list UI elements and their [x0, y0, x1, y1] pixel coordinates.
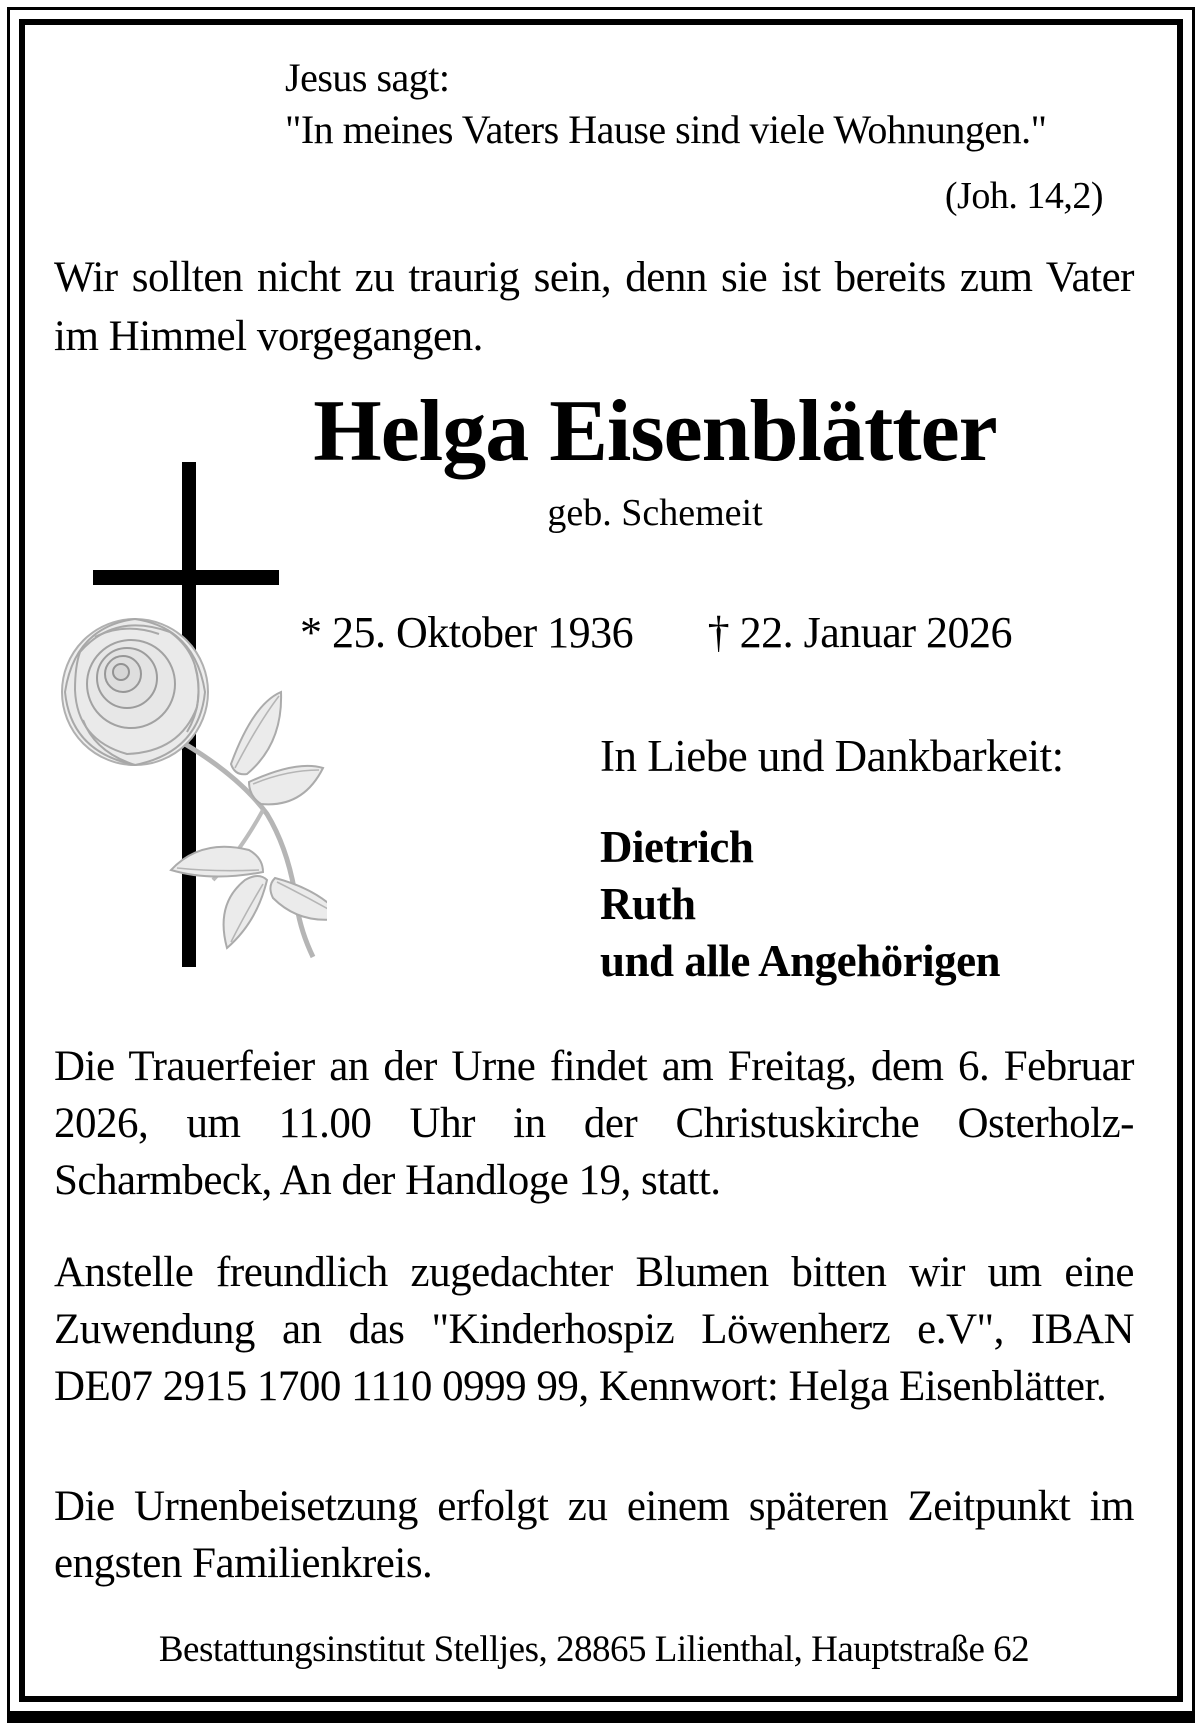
mourners-block — [600, 728, 1160, 990]
birth-date: * 25. Oktober 1936 — [300, 608, 634, 657]
mourner-name: Dietrich — [600, 822, 754, 872]
death-date: † 22. Januar 2026 — [707, 608, 1012, 657]
funeral-home-line: Bestattungsinstitut Stelljes, 28865 Lilienthal, Hauptstraße 62 — [158, 1629, 1030, 1670]
funeral-service-paragraph: Die Trauerfeier an der Urne findet am Freitag, dem 6. Februar 2026, um 11.00 Uhr in der Christuskirche Osterholz-Scharmbeck, An der Handloge 19, statt. — [54, 1043, 1134, 1204]
mourners-heading: In Liebe und Dankbarkeit: — [600, 731, 1064, 781]
intro-sentence: Wir sollten nicht zu traurig sein, denn sie ist bereits zum Vater im Himmel vorgegangen. — [54, 254, 1134, 360]
scripture-quote-block — [285, 52, 1105, 222]
mourner-name: Ruth — [600, 879, 696, 929]
maiden-name: geb. Schemeit — [547, 492, 763, 534]
deceased-name: Helga Eisenblätter — [313, 383, 997, 480]
burial-paragraph: Die Urnenbeisetzung erfolgt zu einem späteren Zeitpunkt im engsten Familienkreis. — [54, 1483, 1134, 1587]
scripture-attribution: (Joh. 14,2) — [944, 175, 1103, 217]
donation-paragraph: Anstelle freundlich zugedachter Blumen bitten wir um eine Zuwendung an das "Kinderhospiz Löwenherz e.V", IBAN DE07 2915 1700 1110 0999 99, Kennwort: Helga Eisenblätter. — [54, 1249, 1134, 1410]
mourner-name: und alle Angehörigen — [600, 936, 1001, 986]
deceased-name-block — [255, 382, 1055, 536]
scripture-text: "In meines Vaters Hause sind viele Wohnungen." — [285, 107, 1047, 152]
scripture-intro: Jesus sagt: — [285, 55, 450, 100]
life-dates-row — [300, 606, 1012, 660]
